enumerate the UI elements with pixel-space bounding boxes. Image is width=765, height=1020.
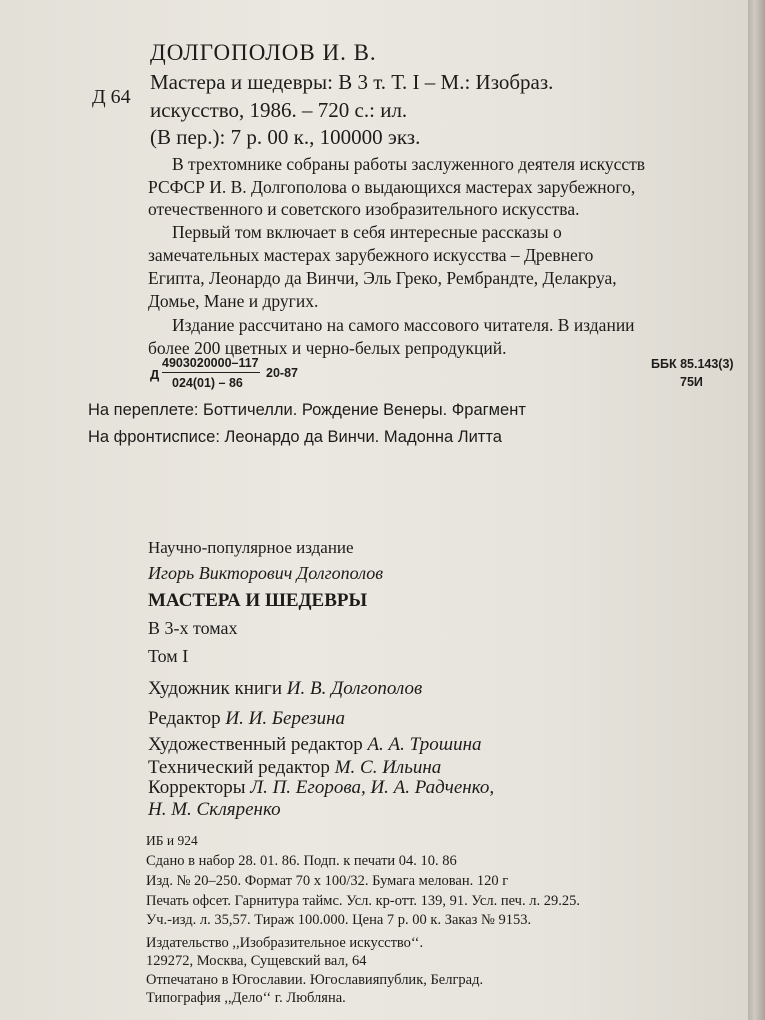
annotation-line: более 200 цветных и черно-белых репродукций. — [148, 338, 507, 358]
annotation-line: замечательных мастерах зарубежного искусства – Древнего — [148, 245, 594, 265]
bbk-index-year: 20-87 — [266, 366, 298, 380]
editor-name: И. И. Березина — [225, 708, 345, 729]
artist-line — [148, 678, 422, 700]
ib-number: ИБ и 924 — [146, 833, 198, 848]
card-bib-line-1: Мастера и шедевры: В 3 т. Т. I – М.: Изобраз. — [150, 70, 554, 94]
artist-label: Художник книги — [148, 678, 287, 699]
publisher-address: 129272, Москва, Сущевский вал, 64 — [146, 953, 367, 969]
print-detail-line: Уч.-изд. л. 35,57. Тираж 100.000. Цена 7 р. 00 к. Заказ № 9153. — [146, 912, 532, 928]
bbk-fraction-line — [162, 372, 260, 373]
print-detail-line: Изд. № 20–250. Формат 70 х 100/32. Бумага мелован. 120 г — [146, 873, 509, 889]
print-detail-line: Сдано в набор 28. 01. 86. Подп. к печати 04. 10. 86 — [146, 853, 457, 869]
annotation-line: отечественного и советского изобразительного искусства. — [148, 199, 580, 219]
annotation-line: РСФСР И. В. Долгополова о выдающихся мастерах зарубежного, — [148, 177, 636, 197]
card-classification-code: Д 64 — [92, 86, 131, 108]
printed-in-line: Отпечатано в Югославии. Югославияпублик, Белград. — [146, 972, 484, 988]
art-editor-line — [148, 734, 482, 756]
tech-editor-line — [148, 757, 441, 779]
print-detail-line: Печать офсет. Гарнитура таймс. Усл. кр-отт. 139, 91. Усл. печ. л. 29.25. — [146, 893, 580, 909]
annotation-line: Домье, Мане и других. — [148, 291, 319, 311]
card-author-heading: ДОЛГОПОЛОВ И. В. — [150, 40, 377, 65]
bbk-author-mark: 75И — [680, 375, 703, 389]
art-editor-label: Художественный редактор — [148, 734, 368, 755]
correctors-names-cont: Н. М. Скляренко — [148, 799, 281, 820]
editor-line — [148, 708, 345, 730]
page-edge — [748, 0, 765, 1020]
annotation-line: Издание рассчитано на самого массового читателя. В издании — [172, 315, 635, 335]
tech-editor-name: М. С. Ильина — [334, 757, 442, 778]
author-full-name: Игорь Викторович Долгополов — [148, 563, 384, 583]
card-bib-line-2: искусство, 1986. – 720 с.: ил. — [150, 98, 408, 122]
volume-number: Том I — [148, 646, 189, 666]
annotation-line: В трехтомнике собраны работы заслуженного деятеля искусств — [172, 154, 646, 174]
bbk-index-numerator: 4903020000–117 — [162, 356, 259, 370]
bbk-index-letter: Д — [150, 367, 160, 382]
tech-editor-label: Технический редактор — [148, 757, 335, 778]
volumes-note: В 3-х томах — [148, 618, 238, 638]
annotation-line: Египта, Леонардо да Винчи, Эль Греко, Рембрандте, Делакруа, — [148, 268, 617, 288]
printing-house-line: Типография ,,Дело‘‘ г. Любляна. — [146, 990, 346, 1006]
binding-note: На переплете: Боттичелли. Рождение Венеры. Фрагмент — [88, 401, 526, 419]
bbk-index-denominator: 024(01) – 86 — [172, 376, 243, 390]
bbk-code: ББК 85.143(3) — [651, 357, 734, 371]
card-bib-line-3: (В пер.): 7 р. 00 к., 100000 экз. — [150, 125, 421, 149]
editor-label: Редактор — [148, 708, 226, 729]
edition-type: Научно-популярное издание — [148, 538, 354, 557]
publisher-line: Издательство ,,Изобразительное искусство‘‘. — [146, 935, 424, 951]
correctors-names: Л. П. Егорова, И. А. Радченко, — [250, 777, 495, 798]
annotation-line: Первый том включает в себя интересные рассказы о — [172, 222, 562, 242]
book-title: МАСТЕРА И ШЕДЕВРЫ — [148, 590, 368, 611]
art-editor-name: А. А. Трошина — [367, 734, 482, 755]
artist-name: И. В. Долгополов — [286, 678, 423, 699]
correctors-line — [148, 777, 494, 799]
correctors-label: Корректоры — [148, 777, 251, 798]
frontispiece-note: На фронтисписе: Леонардо да Винчи. Мадонна Литта — [88, 428, 502, 446]
